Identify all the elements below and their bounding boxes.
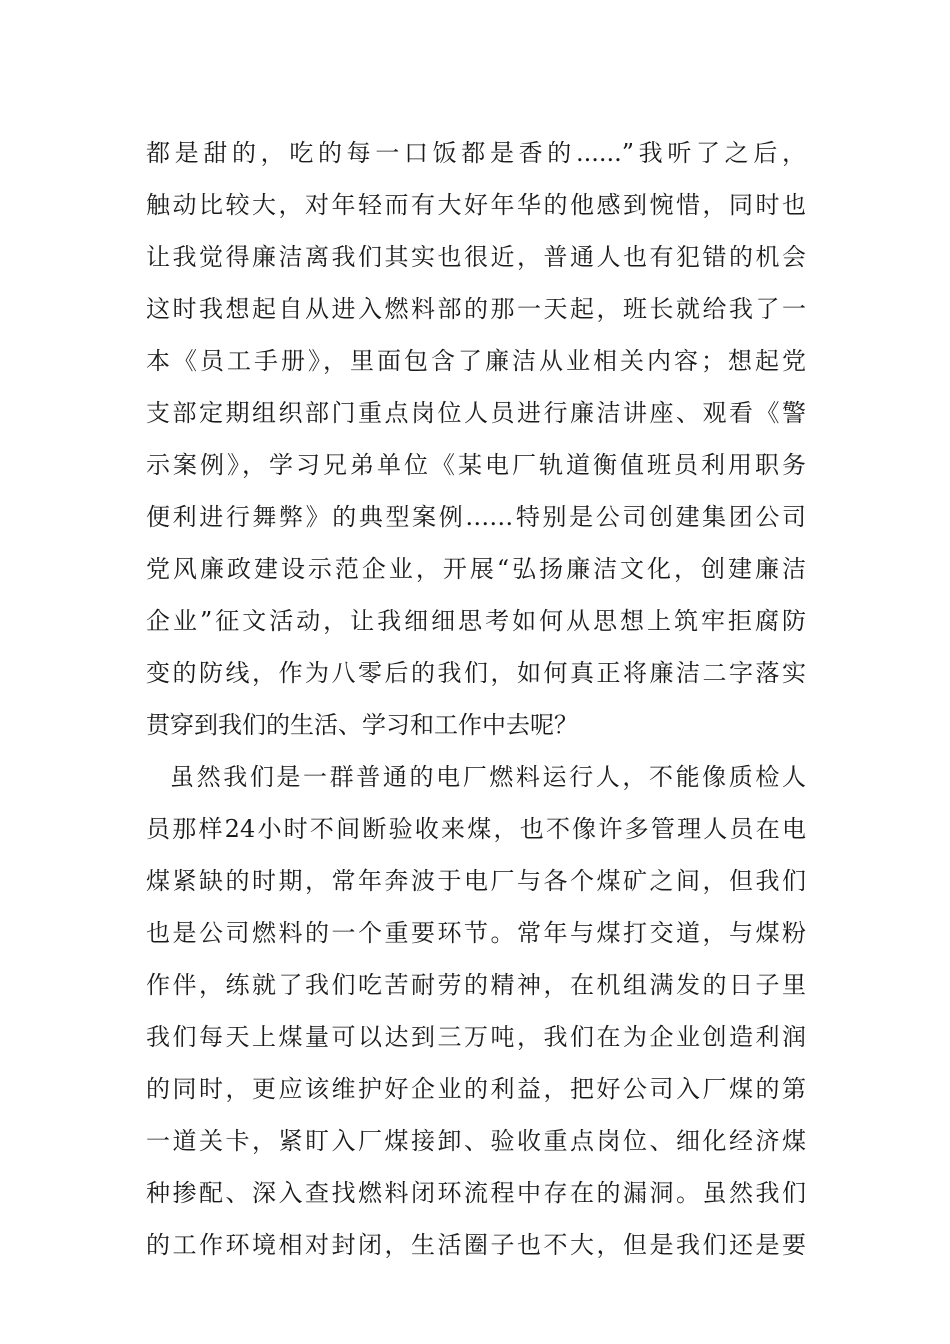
text-line: 种掺配、深入查找燃料闭环流程中存在的漏洞。虽然我们 <box>146 1179 806 1207</box>
text-line: 便利进行舞弊》的典型案例……特别是公司创建集团公司 <box>146 503 806 531</box>
body-text <box>146 127 806 1271</box>
text-line: 煤紧缺的时期，常年奔波于电厂与各个煤矿之间，但我们 <box>146 867 806 895</box>
text-line: 也是公司燃料的一个重要环节。常年与煤打交道，与煤粉 <box>146 919 806 947</box>
text-line: 的同时，更应该维护好企业的利益，把好公司入厂煤的第 <box>146 1075 806 1103</box>
text-line: 示案例》，学习兄弟单位《某电厂轨道衡值班员利用职务 <box>146 451 806 479</box>
text-line: 变的防线，作为八零后的我们，如何真正将廉洁二字落实 <box>146 659 806 687</box>
text-line: 员那样24小时不间断验收来煤，也不像许多管理人员在电 <box>146 815 806 843</box>
text-line: 一道关卡，紧盯入厂煤接卸、验收重点岗位、细化经济煤 <box>146 1127 806 1155</box>
text-line: 触动比较大，对年轻而有大好年华的他感到惋惜，同时也 <box>146 191 806 219</box>
text-line: 作伴，练就了我们吃苦耐劳的精神，在机组满发的日子里 <box>146 971 806 999</box>
paragraph-2 <box>146 751 806 1271</box>
text-line: 这时我想起自从进入燃料部的那一天起，班长就给我了一 <box>146 295 806 323</box>
text-line: 党风廉政建设示范企业，开展“弘扬廉洁文化，创建廉洁 <box>146 555 806 583</box>
text-line: 支部定期组织部门重点岗位人员进行廉洁讲座、观看《警 <box>146 399 806 427</box>
text-line: 都是甜的，吃的每一口饭都是香的......”我听了之后， <box>146 139 806 167</box>
text-line: 的工作环境相对封闭，生活圈子也不大，但是我们还是要 <box>146 1231 806 1259</box>
text-line: 企业”征文活动，让我细细思考如何从思想上筑牢拒腐防 <box>146 607 806 635</box>
text-line: 我们每天上煤量可以达到三万吨，我们在为企业创造利润 <box>146 1023 806 1051</box>
text-line: 虽然我们是一群普通的电厂燃料运行人，不能像质检人 <box>170 763 806 791</box>
paragraph-1 <box>146 127 806 751</box>
text-line: 让我觉得廉洁离我们其实也很近，普通人也有犯错的机会 <box>146 243 806 271</box>
text-line: 本《员工手册》，里面包含了廉洁从业相关内容；想起党 <box>146 347 806 375</box>
text-line: 贯穿到我们的生活、学习和工作中去呢？ <box>146 711 578 739</box>
